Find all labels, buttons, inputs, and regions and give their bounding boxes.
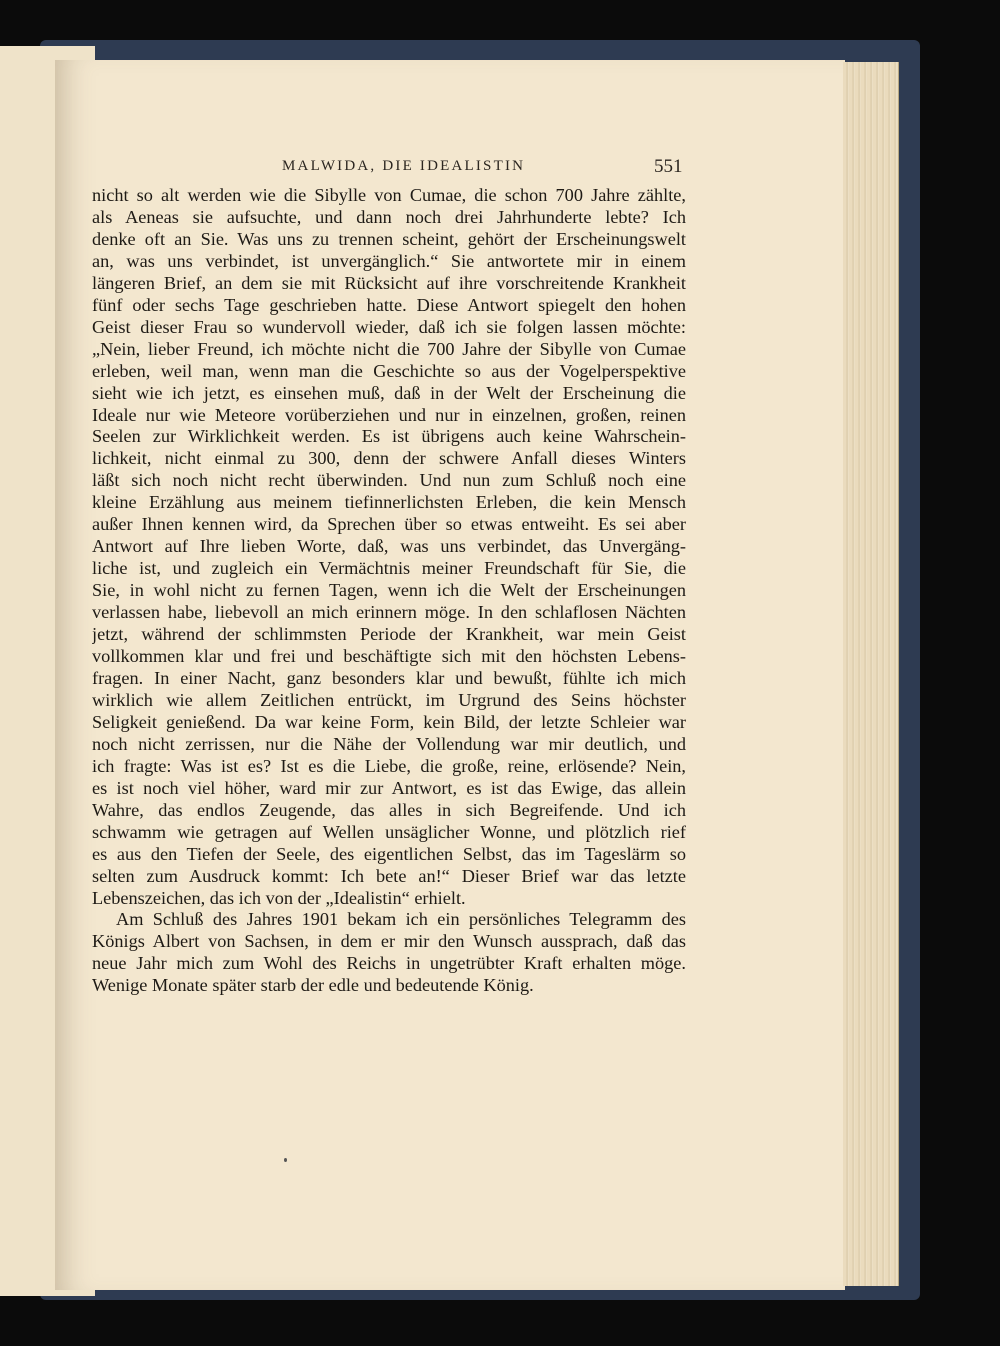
text-line: Königs Albert von Sachsen, in dem er mir den Wunsch aussprach, daß das: [92, 931, 686, 952]
text-line: Wenige Monate später starb der edle und bedeutende König.: [92, 975, 534, 996]
text-line: Lebenszeichen, das ich von der „Idealistin“ erhielt.: [92, 887, 466, 908]
text-line: Antwort auf Ihre lieben Worte, daß, was uns verbindet, das Unvergäng-: [92, 536, 686, 557]
text-line: schwamm wie getragen auf Wellen unsäglicher Wonne, und plötzlich rief: [92, 821, 686, 842]
text-line: ich fragte: Was ist es? Ist es die Liebe, die große, reine, erlösende? Nein,: [92, 755, 686, 776]
text-line: Seelen zur Wirklichkeit werden. Es ist übrigens auch keine Wahrschein-: [92, 426, 686, 447]
text-line: es ist noch viel höher, ward mir zur Antwort, es ist das Ewige, das allein: [92, 777, 686, 798]
text-line: denke oft an Sie. Was uns zu trennen scheint, gehört der Erscheinungswelt: [92, 228, 686, 249]
text-line: sieht wie ich jetzt, es einsehen muß, daß in der Welt der Erscheinung die: [92, 382, 686, 403]
text-line: nicht so alt werden wie die Sibylle von Cumae, die schon 700 Jahre zählte,: [92, 185, 686, 205]
text-line: fragen. In einer Nacht, ganz besonders klar und bewußt, fühlte ich mich: [92, 667, 686, 688]
text-line: lichkeit, nicht einmal zu 300, denn der schwere Anfall dieses Winters: [92, 448, 686, 469]
text-line: jetzt, während der schlimmsten Periode der Krankheit, war mein Geist: [92, 624, 686, 645]
text-line: Am Schluß des Jahres 1901 bekam ich ein persönliches Telegramm des: [116, 909, 686, 930]
text-line: außer Ihnen kennen wird, da Sprechen über so etwas entweiht. Es sei aber: [92, 514, 686, 535]
text-line: längeren Brief, an dem sie mit Rücksicht auf ihre vorschreitende Krankheit: [92, 272, 686, 293]
body-text: [92, 185, 686, 997]
text-line: Seligkeit genießend. Da war keine Form, kein Bild, der letzte Schleier war: [92, 711, 686, 732]
text-line: neue Jahr mich zum Wohl des Reichs in ungetrübter Kraft erhalten möge.: [92, 953, 686, 974]
text-line: kleine Erzählung aus meinem tiefinnerlichsten Erleben, die kein Mensch: [92, 492, 686, 513]
text-line: Sie, in wohl nicht zu fernen Tagen, wenn ich die Welt der Erscheinungen: [92, 580, 686, 601]
text-line: wirklich wie allem Zeitlichen entrückt, im Urgrund des Seins höchster: [92, 689, 686, 710]
ink-dot: [284, 1158, 287, 1162]
running-head: MALWIDA, DIE IDEALISTIN: [282, 158, 526, 174]
text-line: läßt sich noch nicht recht überwinden. Und nun zum Schluß noch eine: [92, 470, 686, 491]
text-line: Wahre, das endlos Zeugende, das alles in sich Begreifende. Und ich: [92, 799, 686, 820]
paragraph: [92, 909, 686, 997]
text-line: verlassen habe, liebevoll an mich erinnern möge. In den schlaflosen Nächten: [92, 602, 686, 623]
text-line: „Nein, lieber Freund, ich möchte nicht die 700 Jahre der Sibylle von Cumae: [92, 338, 686, 359]
text-line: fünf oder sechs Tage geschrieben hatte. Diese Antwort spiegelt den hohen: [92, 294, 686, 315]
text-line: an, was uns verbindet, ist unvergänglich.“ Sie antwortete mir in einem: [92, 250, 686, 271]
paragraph: [92, 185, 686, 909]
text-line: es aus den Tiefen der Seele, des eigentlichen Selbst, das im Tageslärm so: [92, 843, 686, 864]
page-number: 551: [654, 156, 683, 177]
text-line: Geist dieser Frau so wundervoll wieder, daß ich sie folgen lassen möchte:: [92, 316, 686, 337]
text-line: vollkommen klar und frei und beschäftigte sich mit den höchsten Lebens-: [92, 646, 686, 667]
text-line: liche ist, und zugleich ein Vermächtnis meiner Freundschaft für Sie, die: [92, 558, 686, 579]
text-line: als Aeneas sie aufsuchte, und dann noch drei Jahrhunderte lebte? Ich: [92, 206, 686, 227]
text-line: selten zum Ausdruck kommt: Ich bete an!“ Dieser Brief war das letzte: [92, 865, 686, 886]
page-edges: [843, 62, 899, 1286]
text-line: noch nicht zerrissen, nur die Nähe der Vollendung war mir deutlich, und: [92, 733, 686, 754]
text-line: erleben, weil man, wenn man die Geschichte so aus der Vogelperspektive: [92, 360, 686, 381]
text-line: Ideale nur wie Meteore vorüberziehen und nur in einzelnen, großen, reinen: [92, 404, 686, 425]
